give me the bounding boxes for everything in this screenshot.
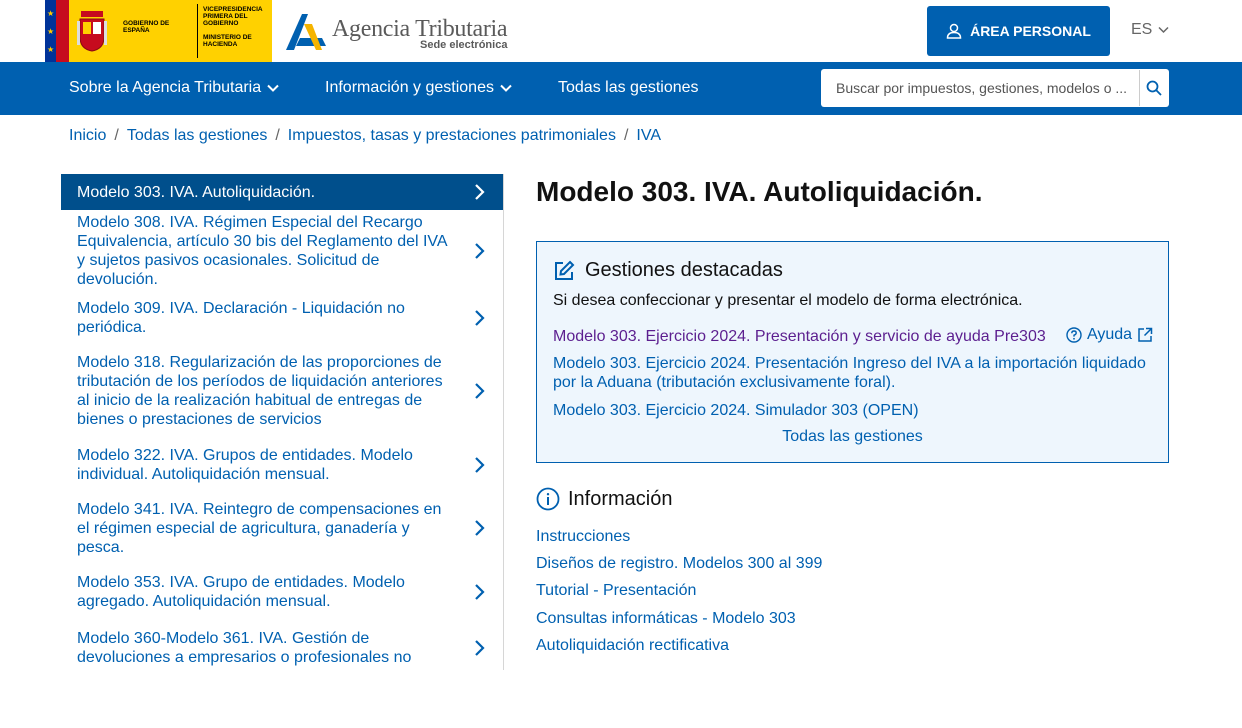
sidebar-item-label: Modelo 303. IVA. Autoliquidación. [77,183,316,201]
main-navbar [0,62,1242,115]
sidebar-item-label: Modelo 318. Regularización de las proporciones de tributación de los períodos de liquidación anteriores al inicio de la realización habitual de entregas de bienes o prestaciones de servicios [77,353,443,428]
area-personal-button[interactable] [927,6,1110,56]
agencia-logo-icon [282,10,328,54]
search-box [821,69,1169,107]
nav-informacion-gestiones[interactable] [325,79,512,97]
breadcrumb-separator: / [114,127,119,144]
breadcrumb [69,127,661,145]
sidebar-item-label: Modelo 322. IVA. Grupos de entidades. Modelo individual. Autoliquidación mensual. [77,446,413,483]
search-input[interactable] [821,69,1139,107]
link-simulador-303[interactable]: Modelo 303. Ejercicio 2024. Simulador 303 (OPEN) [553,402,919,419]
gov-text-ministerio: MINISTERIO DE HACIENDA [203,34,252,48]
ayuda-link[interactable] [1066,326,1153,344]
gov-divider [197,4,198,58]
chevron-right-icon [473,583,487,601]
sidebar-item-modelo-353[interactable] [61,564,503,620]
agency-name: Agencia Tributaria [332,16,508,42]
sidebar-item-modelo-322[interactable] [61,437,503,492]
gobierno-logo[interactable] [45,0,272,62]
gov-text-gobierno: GOBIERNO DE ESPAÑA [123,20,170,34]
language-label: ES [1131,21,1153,38]
top-bar [0,0,1242,62]
sidebar-item-label: Modelo 309. IVA. Declaración - Liquidación no periódica. [77,300,405,336]
user-icon [946,23,962,39]
info-link-disenos-registro[interactable]: Diseños de registro. Modelos 300 al 399 [536,555,823,572]
chevron-right-icon [473,456,487,474]
info-link-rectificativa[interactable]: Autoliquidación rectificativa [536,637,729,654]
sidebar-item-label: Modelo 308. IVA. Régimen Especial del Recargo Equivalencia, artículo 30 bis del Reglamento del IVA y sujetos pasivos ocasionales. Solicitud de devolución. [77,214,447,288]
chevron-down-icon [1158,26,1169,34]
gov-text-vicepresidencia: VICEPRESIDENCIA PRIMERA DEL GOBIERNO [203,6,263,27]
nav-todas-gestiones[interactable] [558,79,699,97]
destacadas-description: Si desea confeccionar y presentar el modelo de forma electrónica. [553,292,1023,309]
language-selector[interactable] [1131,21,1169,39]
sidebar-item-modelo-308[interactable] [61,210,503,292]
chevron-down-icon [500,84,512,92]
sidebar-item-modelo-341[interactable] [61,492,503,564]
sidebar-item-label: Modelo 360-Modelo 361. IVA. Gestión de devoluciones a empresarios o profesionales no [77,630,412,666]
external-link-icon [1137,327,1153,343]
chevron-right-icon [473,519,487,537]
informacion-heading [536,487,673,511]
agencia-tributaria-logo[interactable] [282,8,522,54]
breadcrumb-link-todas-gestiones[interactable]: Todas las gestiones [126,127,268,144]
sidebar-item-label: Modelo 353. IVA. Grupo de entidades. Modelo agregado. Autoliquidación mensual. [77,574,405,610]
eu-spain-flag-icon: ★ ★ ★ [45,0,69,62]
info-link-tutorial[interactable]: Tutorial - Presentación [536,582,697,599]
chevron-down-icon [267,84,279,92]
chevron-right-icon [473,183,487,201]
info-link-consultas[interactable]: Consultas informáticas - Modelo 303 [536,610,796,627]
info-icon [536,487,560,511]
informacion-heading-text: Información [568,487,673,510]
search-button[interactable] [1139,70,1168,106]
search-icon [1146,80,1162,96]
destacadas-heading-text: Gestiones destacadas [585,259,783,281]
breadcrumb-link-impuestos[interactable]: Impuestos, tasas y prestaciones patrimoniales [287,127,616,144]
link-presentacion-pre303[interactable]: Modelo 303. Ejercicio 2024. Presentación y servicio de ayuda Pre303 [553,328,1046,345]
nav-item-label: Todas las gestiones [558,79,699,96]
sidebar-item-modelo-303[interactable] [61,174,503,210]
chevron-right-icon [473,309,487,327]
agency-subtitle: Sede electrónica [420,39,508,51]
nav-item-label: Sobre la Agencia Tributaria [69,79,262,96]
sidebar-item-modelo-309[interactable] [61,292,503,344]
breadcrumb-separator: / [623,127,629,144]
sidebar-item-modelo-318[interactable] [61,344,503,437]
sidebar-item-label: Modelo 341. IVA. Reintegro de compensaciones en el régimen especial de agricultura, ganadería y pesca. [77,500,442,556]
breadcrumb-link-iva[interactable]: IVA [636,127,662,144]
link-ingreso-iva-importacion[interactable]: Modelo 303. Ejercicio 2024. Presentación Ingreso del IVA a la importación liquidado por la Aduana (tributación exclusivamente foral). [553,355,1146,391]
chevron-right-icon [473,382,487,400]
area-personal-label: ÁREA PERSONAL [970,23,1091,39]
coat-of-arms-icon [69,0,115,62]
breadcrumb-separator: / [275,127,280,144]
chevron-right-icon [473,639,487,657]
help-circle-icon [1066,327,1082,343]
info-link-instrucciones[interactable]: Instrucciones [536,528,631,545]
nav-item-label: Información y gestiones [325,79,494,96]
page-title: Modelo 303. IVA. Autoliquidación. [536,176,983,207]
ayuda-label: Ayuda [1087,326,1133,343]
destacadas-heading [553,259,783,282]
link-todas-las-gestiones[interactable]: Todas las gestiones [782,428,923,445]
nav-sobre-agencia[interactable] [69,79,279,97]
chevron-right-icon [473,242,487,260]
sidebar-menu [61,174,504,670]
gestiones-destacadas-panel [536,241,1169,463]
breadcrumb-link-inicio[interactable]: Inicio [69,127,107,144]
sidebar-item-modelo-360-361[interactable] [61,620,503,670]
edit-icon [553,260,575,282]
